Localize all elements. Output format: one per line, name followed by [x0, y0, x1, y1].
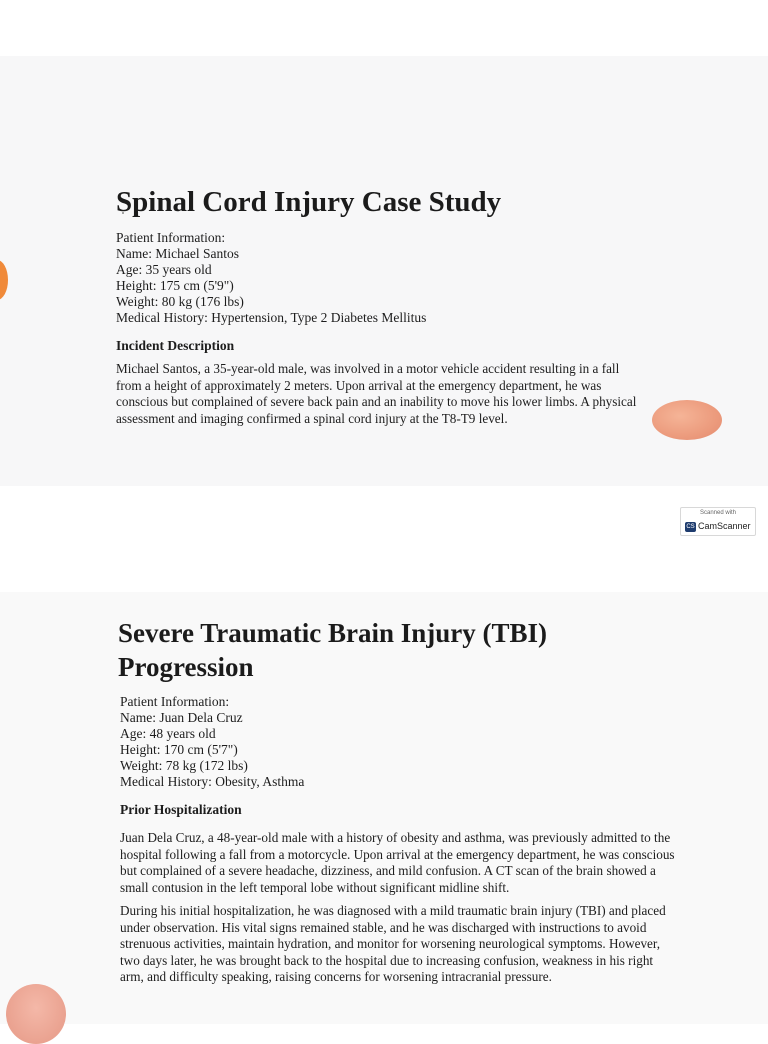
patient-info-heading: Patient Information: — [116, 230, 226, 245]
scanned-page-2 — [0, 592, 768, 1024]
finger-tip — [652, 400, 722, 440]
patient-age: Age: 35 years old — [116, 262, 212, 277]
patient-name: Name: Michael Santos — [116, 246, 239, 261]
patient-info-heading: Patient Information: — [120, 694, 230, 709]
watermark-brand — [685, 521, 751, 532]
patient-medical-history: Medical History: Hypertension, Type 2 Diabetes Mellitus — [116, 310, 427, 325]
incident-paragraph: Michael Santos, a 35-year-old male, was involved in a motor vehicle accident resulting in a fall from a height of approximately 2 meters. Upon arrival at the emergency department, he was conscious but complained of severe back pain and an inability to move his lower limbs. A physical assessment and imaging confirmed a spinal cord injury at the T8-T9 level. — [116, 361, 637, 426]
patient-weight: Weight: 80 kg (176 lbs) — [116, 294, 244, 309]
patient-medical-history: Medical History: Obesity, Asthma — [120, 774, 305, 789]
section-heading: Prior Hospitalization — [120, 802, 242, 817]
finger-tip — [6, 984, 66, 1044]
patient-information — [116, 230, 426, 326]
page-title: Severe Traumatic Brain Injury (TBI) Progression — [118, 618, 547, 682]
watermark-brand-name: CamScanner — [698, 521, 751, 531]
hospitalization-paragraph-2: During his initial hospitalization, he was diagnosed with a mild traumatic brain injury (TBI) and placed under observation. His vital signs remained stable, and he was discharged with instructions to avoid strenuous activities, maintain hydration, and monitor for worsening neurological symptoms. However, two days later, he was brought back to the hospital due to increasing confusion, weakness in his right arm, and difficulty speaking, raising concerns for worsening intracranial pressure. — [120, 903, 666, 984]
patient-height: Height: 175 cm (5'9") — [116, 278, 234, 293]
page-title: Spinal Cord Injury Case Study — [116, 186, 502, 218]
hospitalization-paragraph-1: Juan Dela Cruz, a 48-year-old male with a history of obesity and asthma, was previously admitted to the hospital following a fall from a motorcycle. Upon arrival at the emergency department, he was conscious but complained of a severe headache, dizziness, and mild confusion. A CT scan of the brain showed a small contusion in the left temporal lobe without significant midline shift. — [120, 830, 675, 895]
camscanner-watermark — [680, 507, 756, 536]
patient-weight: Weight: 78 kg (172 lbs) — [120, 758, 248, 773]
camscanner-logo-icon: CS — [686, 523, 695, 530]
watermark-scanned-text: Scanned with — [699, 510, 737, 516]
patient-name: Name: Juan Dela Cruz — [120, 710, 243, 725]
patient-height: Height: 170 cm (5'7") — [120, 742, 238, 757]
patient-age: Age: 48 years old — [120, 726, 216, 741]
patient-information — [120, 694, 304, 790]
section-heading: Incident Description — [116, 338, 235, 353]
